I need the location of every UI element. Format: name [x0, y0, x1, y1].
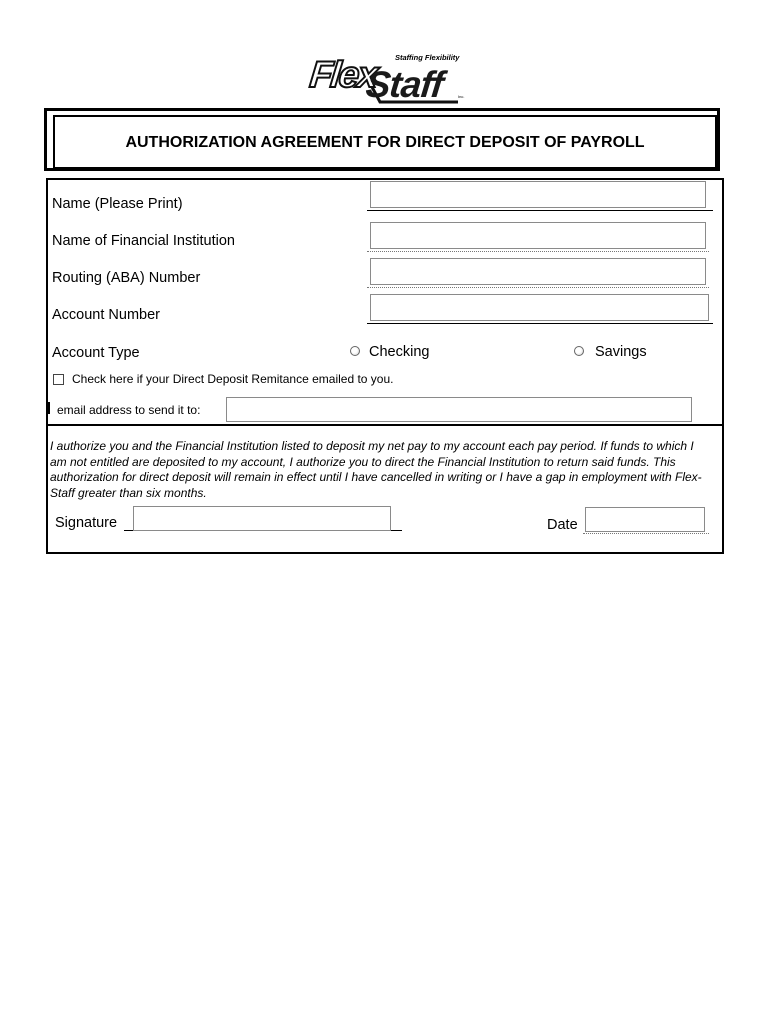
logo-brand-flex: Flex: [307, 54, 379, 95]
savings-radio[interactable]: [574, 346, 584, 356]
savings-label: Savings: [595, 344, 647, 360]
checking-label: Checking: [369, 344, 430, 360]
section-divider: [46, 424, 724, 426]
email-remit-label: Check here if your Direct Deposit Remitance emailed to you.: [72, 372, 394, 386]
date-underline: [583, 533, 709, 534]
email-address-label: email address to send it to:: [57, 403, 201, 417]
email-row-marker: [48, 402, 50, 414]
name-underline: [367, 210, 713, 211]
logo-tagline: Staffing Flexibility: [395, 53, 460, 62]
institution-label: Name of Financial Institution: [52, 233, 235, 249]
flex-staff-logo: [308, 50, 470, 108]
authorization-paragraph: I authorize you and the Financial Institution listed to deposit my net pay to my account each pay period. If funds to which I am not entitled are deposited to my account, I authorize you to direct the Financial Institution to return said funds. This authorization for direct deposit will remain in effect until I have cancelled in writing or I have a gap in employment with Flex-Staff greater than six months.: [50, 439, 702, 500]
institution-input[interactable]: [370, 222, 706, 249]
signature-label: Signature: [55, 515, 118, 531]
form-title: AUTHORIZATION AGREEMENT FOR DIRECT DEPOSIT OF PAYROLL: [125, 134, 645, 151]
date-input[interactable]: [585, 507, 705, 532]
account-input[interactable]: [370, 294, 709, 321]
logo-brand-staff: Staff: [363, 64, 445, 105]
name-label: Name (Please Print): [52, 196, 183, 212]
date-label: Date: [547, 517, 578, 533]
account-type-label: Account Type: [52, 345, 140, 361]
logo-suffix: Inc.: [458, 94, 465, 99]
routing-underline: [367, 287, 709, 288]
signature-input[interactable]: [133, 506, 391, 531]
account-label: Account Number: [52, 307, 160, 323]
checking-radio[interactable]: [350, 346, 360, 356]
routing-input[interactable]: [370, 258, 706, 285]
email-address-input[interactable]: [226, 397, 692, 422]
institution-underline: [367, 251, 709, 252]
account-underline: [367, 323, 713, 324]
routing-label: Routing (ABA) Number: [52, 270, 201, 286]
name-input[interactable]: [370, 181, 706, 208]
email-remit-checkbox[interactable]: [53, 374, 64, 385]
